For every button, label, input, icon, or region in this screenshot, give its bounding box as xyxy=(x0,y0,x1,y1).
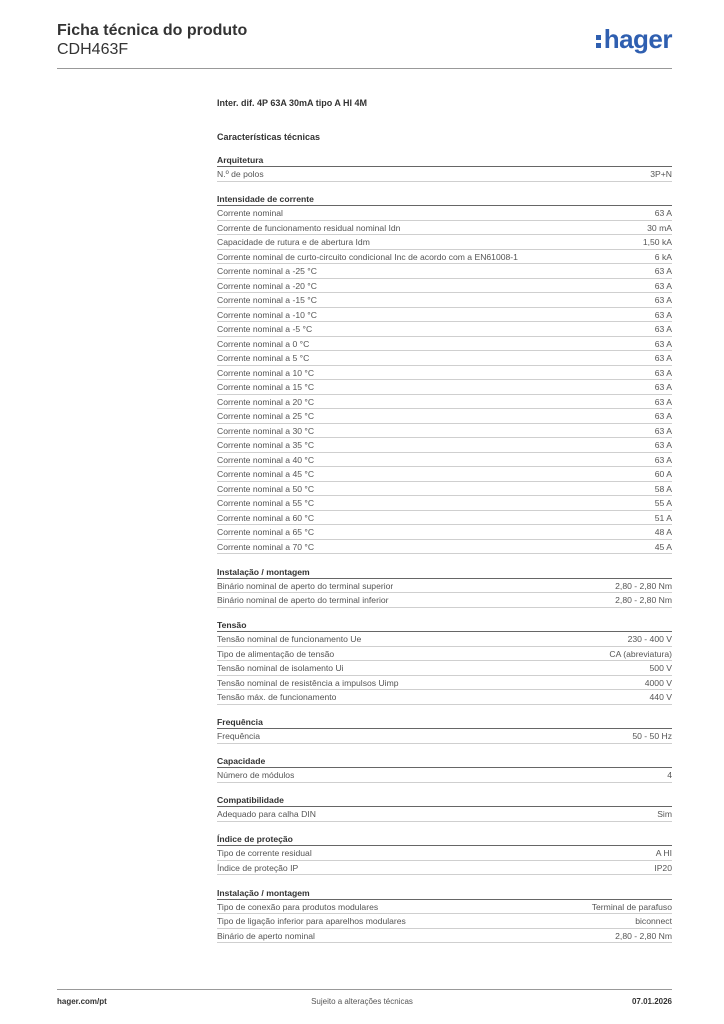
spec-label: Índice de proteção IP xyxy=(217,862,299,873)
spec-label: Corrente nominal a -15 °C xyxy=(217,295,317,305)
spec-label: Tensão nominal de resistência a impulsos Uimp xyxy=(217,677,399,688)
spec-row xyxy=(217,690,672,705)
spec-label: Corrente nominal a 15 °C xyxy=(217,382,315,392)
spec-value: 63 A xyxy=(654,208,672,218)
spec-section xyxy=(217,793,672,822)
spec-value: 30 mA xyxy=(647,222,672,233)
spec-row xyxy=(217,929,672,944)
spec-label: Corrente nominal a 60 °C xyxy=(217,512,315,523)
spec-label: Corrente nominal a 45 °C xyxy=(217,469,315,479)
spec-section xyxy=(217,754,672,783)
spec-row xyxy=(217,482,672,497)
spec-value: CA (abreviatura) xyxy=(609,648,672,659)
spec-row xyxy=(217,293,672,308)
spec-label: Frequência xyxy=(217,731,260,741)
spec-row xyxy=(217,424,672,439)
section-title: Instalação / montagem xyxy=(217,886,672,900)
footer-website: hager.com/pt xyxy=(57,997,107,1006)
spec-row xyxy=(217,206,672,221)
spec-section xyxy=(217,832,672,875)
spec-value: 4 xyxy=(667,770,672,780)
spec-section xyxy=(217,153,672,182)
spec-label: Corrente nominal a 0 °C xyxy=(217,338,310,349)
spec-value: 4000 V xyxy=(644,677,672,688)
spec-label: Corrente nominal a 20 °C xyxy=(217,396,315,407)
spec-row xyxy=(217,900,672,915)
hager-logo xyxy=(596,26,672,52)
spec-label: Corrente nominal a -25 °C xyxy=(217,266,317,276)
footer-date: 07.01.2026 xyxy=(631,997,672,1006)
spec-value: 6 kA xyxy=(654,251,672,262)
spec-row xyxy=(217,467,672,482)
spec-value: Sim xyxy=(657,809,672,819)
section-title: Índice de proteção xyxy=(217,832,672,846)
spec-value: 55 A xyxy=(654,498,672,508)
spec-row xyxy=(217,337,672,352)
spec-section xyxy=(217,886,672,944)
spec-value: IP20 xyxy=(654,862,672,873)
spec-row xyxy=(217,279,672,294)
spec-label: Corrente nominal a 10 °C xyxy=(217,367,315,378)
footer-disclaimer: Sujeito a alterações técnicas xyxy=(311,997,413,1006)
spec-row xyxy=(217,525,672,540)
spec-section xyxy=(217,192,672,554)
spec-value: 63 A xyxy=(654,382,672,392)
spec-label: Tipo de alimentação de tensão xyxy=(217,648,335,659)
spec-value: 63 A xyxy=(654,411,672,421)
spec-content xyxy=(217,96,672,954)
spec-value: 63 A xyxy=(654,367,672,378)
spec-label: Tensão nominal de funcionamento Ue xyxy=(217,634,362,644)
spec-row xyxy=(217,914,672,929)
spec-value: 63 A xyxy=(654,454,672,465)
footer-divider xyxy=(57,989,672,990)
spec-row xyxy=(217,380,672,395)
spec-row xyxy=(217,729,672,744)
spec-row xyxy=(217,409,672,424)
spec-value: 63 A xyxy=(654,338,672,349)
spec-row xyxy=(217,807,672,822)
spec-value: 1,50 kA xyxy=(642,237,672,247)
spec-label: Número de módulos xyxy=(217,770,295,780)
spec-row xyxy=(217,647,672,662)
spec-row xyxy=(217,768,672,783)
spec-label: Corrente nominal a -5 °C xyxy=(217,324,313,334)
spec-row xyxy=(217,593,672,608)
spec-value: 500 V xyxy=(649,663,672,673)
spec-label: Corrente nominal a -20 °C xyxy=(217,280,317,291)
spec-label: Capacidade de rutura e de abertura Idm xyxy=(217,237,370,247)
section-title: Arquitetura xyxy=(217,153,672,167)
spec-value: 63 A xyxy=(654,425,672,436)
spec-label: Tipo de conexão para produtos modulares xyxy=(217,901,379,912)
spec-value: biconnect xyxy=(635,916,672,926)
spec-label: Corrente nominal de curto-circuito condicional Inc de acordo com a EN61008-1 xyxy=(217,251,518,262)
spec-value: 3P+N xyxy=(650,169,672,179)
spec-row xyxy=(217,846,672,861)
spec-value: 63 A xyxy=(654,295,672,305)
spec-value: 63 A xyxy=(654,440,672,450)
spec-label: Corrente nominal a 70 °C xyxy=(217,541,315,552)
spec-value: 48 A xyxy=(654,527,672,537)
spec-row xyxy=(217,453,672,468)
spec-label: Binário nominal de aperto do terminal superior xyxy=(217,580,394,591)
document-title: Ficha técnica do produto xyxy=(57,22,248,39)
spec-row xyxy=(217,861,672,876)
spec-label: Binário nominal de aperto do terminal inferior xyxy=(217,595,389,605)
spec-row xyxy=(217,250,672,265)
spec-label: Tensão nominal de isolamento Ui xyxy=(217,663,344,673)
spec-row xyxy=(217,235,672,250)
spec-value: 2,80 - 2,80 Nm xyxy=(615,580,672,591)
spec-value: 63 A xyxy=(654,280,672,291)
spec-label: Adequado para calha DIN xyxy=(217,809,316,819)
spec-value: 45 A xyxy=(654,541,672,552)
spec-value: 230 - 400 V xyxy=(627,634,672,644)
section-title: Tensão xyxy=(217,618,672,632)
spec-row xyxy=(217,351,672,366)
spec-value: 63 A xyxy=(654,266,672,276)
spec-row xyxy=(217,221,672,236)
spec-label: Tensão máx. de funcionamento xyxy=(217,692,337,702)
spec-section xyxy=(217,715,672,744)
spec-label: Corrente nominal xyxy=(217,208,283,218)
spec-row xyxy=(217,167,672,182)
spec-value: 58 A xyxy=(654,483,672,494)
header-divider xyxy=(57,68,672,69)
spec-row xyxy=(217,366,672,381)
product-description: Inter. dif. 4P 63A 30mA tipo A HI 4M xyxy=(217,98,368,108)
spec-row xyxy=(217,322,672,337)
product-code: CDH463F xyxy=(57,41,129,58)
spec-value: 63 A xyxy=(654,353,672,363)
spec-label: Corrente nominal a 55 °C xyxy=(217,498,315,508)
logo-colon-icon xyxy=(596,33,602,49)
spec-row xyxy=(217,511,672,526)
spec-row xyxy=(217,632,672,647)
spec-section xyxy=(217,565,672,608)
spec-sections xyxy=(217,153,672,943)
spec-label: Corrente nominal a -10 °C xyxy=(217,309,317,320)
spec-label: Corrente nominal a 5 °C xyxy=(217,353,310,363)
logo-text: hager xyxy=(603,24,672,54)
spec-label: Corrente nominal a 25 °C xyxy=(217,411,315,421)
spec-heading: Características técnicas xyxy=(217,132,321,142)
spec-value: 2,80 - 2,80 Nm xyxy=(615,595,672,605)
spec-label: Corrente nominal a 40 °C xyxy=(217,454,315,465)
spec-value: 440 V xyxy=(649,692,672,702)
spec-row xyxy=(217,496,672,511)
spec-row xyxy=(217,579,672,594)
section-title: Frequência xyxy=(217,715,672,729)
spec-label: Corrente nominal a 65 °C xyxy=(217,527,315,537)
spec-label: Corrente nominal a 50 °C xyxy=(217,483,315,494)
spec-value: 63 A xyxy=(654,309,672,320)
spec-label: Tipo de corrente residual xyxy=(217,848,312,858)
spec-row xyxy=(217,264,672,279)
spec-value: 60 A xyxy=(654,469,672,479)
spec-value: A HI xyxy=(655,848,672,858)
spec-label: Corrente de funcionamento residual nominal Idn xyxy=(217,222,401,233)
spec-row xyxy=(217,661,672,676)
spec-row xyxy=(217,540,672,555)
spec-value: 63 A xyxy=(654,396,672,407)
section-title: Capacidade xyxy=(217,754,672,768)
spec-label: N.º de polos xyxy=(217,169,264,179)
spec-value: 63 A xyxy=(654,324,672,334)
spec-section xyxy=(217,618,672,705)
spec-label: Corrente nominal a 30 °C xyxy=(217,425,315,436)
spec-label: Binário de aperto nominal xyxy=(217,930,315,941)
spec-value: 50 - 50 Hz xyxy=(632,731,672,741)
spec-value: 2,80 - 2,80 Nm xyxy=(615,930,672,941)
spec-value: Terminal de parafuso xyxy=(591,901,672,912)
spec-label: Corrente nominal a 35 °C xyxy=(217,440,315,450)
spec-row xyxy=(217,676,672,691)
spec-row xyxy=(217,438,672,453)
spec-label: Tipo de ligação inferior para aparelhos modulares xyxy=(217,916,406,926)
section-title: Instalação / montagem xyxy=(217,565,672,579)
section-title: Intensidade de corrente xyxy=(217,192,672,206)
spec-row xyxy=(217,395,672,410)
spec-value: 51 A xyxy=(654,512,672,523)
section-title: Compatibilidade xyxy=(217,793,672,807)
page-header xyxy=(57,20,672,69)
spec-row xyxy=(217,308,672,323)
